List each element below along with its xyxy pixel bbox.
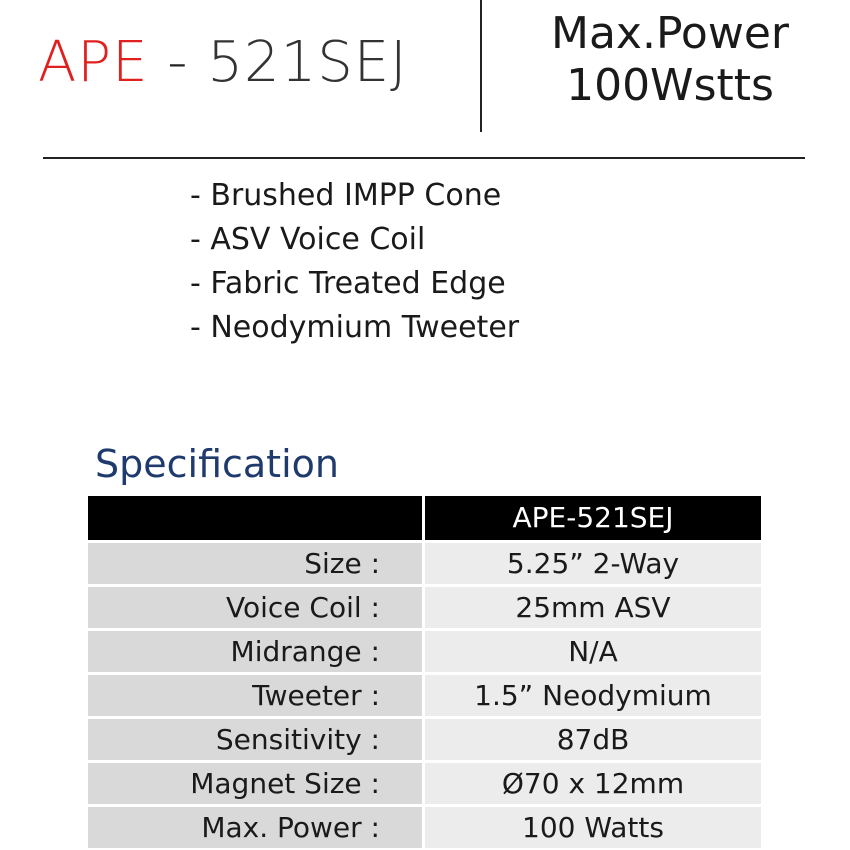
- feature-item: - Fabric Treated Edge: [190, 266, 506, 301]
- model-code: 521SEJ: [207, 30, 408, 95]
- spec-row-tweeter: [88, 675, 761, 716]
- feature-item: - ASV Voice Coil: [190, 222, 426, 257]
- brand-name: APE: [38, 30, 149, 95]
- spec-row-magnet-size: [88, 763, 761, 804]
- spec-label: Sensitivity :: [88, 719, 422, 760]
- spec-table-header: [88, 496, 761, 540]
- spec-label: Voice Coil :: [88, 587, 422, 628]
- model-dash: -: [167, 30, 189, 95]
- spec-value: 25mm ASV: [425, 587, 761, 628]
- feature-list: [190, 174, 519, 350]
- max-power-value: 100Wstts: [566, 60, 774, 111]
- feature-item: - Brushed IMPP Cone: [190, 178, 502, 213]
- spec-header-blank-cell: [88, 496, 422, 540]
- spec-label: Tweeter :: [88, 675, 422, 716]
- spec-row-midrange: [88, 631, 761, 672]
- max-power-label: Max.Power: [551, 8, 789, 59]
- spec-value: Ø70 x 12mm: [425, 763, 761, 804]
- spec-row-size: [88, 543, 761, 584]
- spec-value: 100 Watts: [425, 807, 761, 848]
- specification-title: Specification: [95, 442, 339, 486]
- spec-label: Magnet Size :: [88, 763, 422, 804]
- max-power-block: [500, 8, 840, 112]
- feature-item: - Neodymium Tweeter: [190, 310, 520, 345]
- header-horizontal-rule: [43, 157, 805, 159]
- spec-value: 87dB: [425, 719, 761, 760]
- spec-header-model: APE-521SEJ: [425, 496, 761, 540]
- spec-label: Max. Power :: [88, 807, 422, 848]
- spec-value: N/A: [425, 631, 761, 672]
- spec-value: 5.25” 2-Way: [425, 543, 761, 584]
- spec-label: Midrange :: [88, 631, 422, 672]
- specification-table: [88, 496, 761, 848]
- model-title: [38, 30, 408, 95]
- spec-label: Size :: [88, 543, 422, 584]
- header-vertical-divider: [480, 0, 482, 132]
- spec-row-voice-coil: [88, 587, 761, 628]
- spec-value: 1.5” Neodymium: [425, 675, 761, 716]
- spec-row-sensitivity: [88, 719, 761, 760]
- spec-row-max-power: [88, 807, 761, 848]
